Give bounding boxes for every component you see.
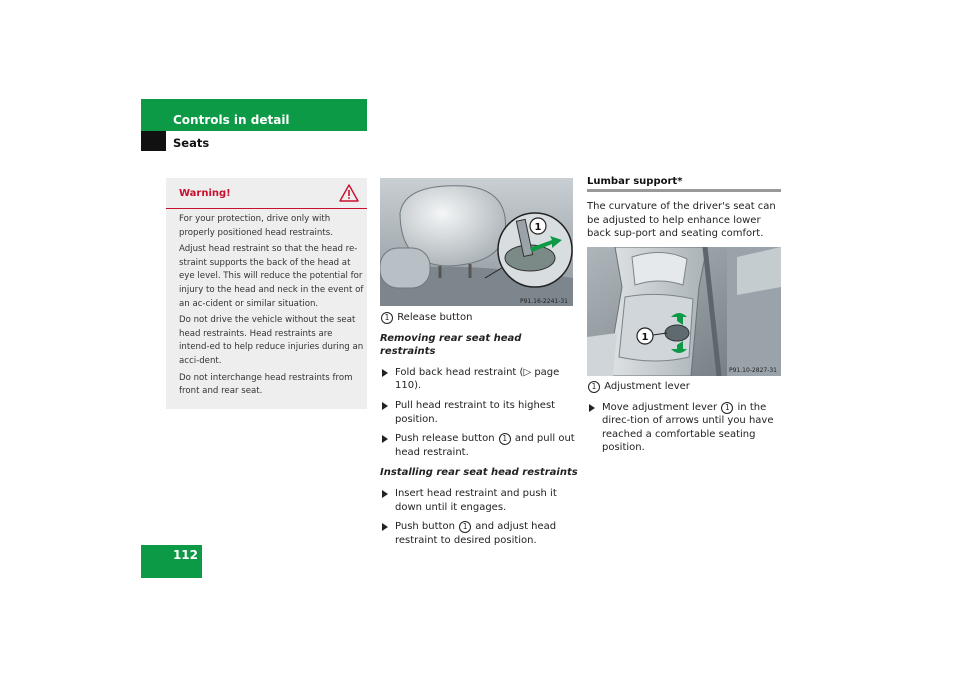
header-marker — [141, 131, 166, 151]
bullet-arrow-icon — [382, 523, 388, 531]
warning-box — [166, 178, 367, 409]
section-rule — [587, 189, 781, 192]
bullet-arrow-icon — [382, 435, 388, 443]
list-item: Push release button 1 and pull out head restraint. — [380, 432, 580, 459]
warning-title: Warning! — [179, 188, 231, 199]
right-column-lower — [587, 380, 781, 455]
legend-item: 1 Release button — [380, 311, 580, 325]
section-title: Seats — [173, 136, 210, 150]
warning-divider — [166, 208, 367, 209]
callout-number: 1 — [381, 312, 393, 324]
list-item: Insert head restraint and push it down until it engages. — [380, 487, 580, 514]
installing-heading: Installing rear seat head restraints — [380, 467, 578, 479]
callout-number: 1 — [499, 433, 511, 445]
warning-paragraph: Adjust head restraint so that the head re-straint supports the back of the head at eye level. This will reduce the potential for injury to the head and neck in the event of an ac-cident or similar situation. — [179, 244, 364, 309]
warning-body — [179, 213, 365, 402]
head-restraint-image — [380, 178, 573, 306]
removing-heading: Removing rear seat head restraints — [380, 332, 522, 358]
lumbar-heading: Lumbar support* — [587, 176, 683, 187]
lumbar-support-image — [587, 247, 781, 376]
bullet-arrow-icon — [382, 490, 388, 498]
bullet-arrow-icon — [589, 404, 595, 412]
middle-column — [380, 311, 580, 547]
legend-item: 1 Adjustment lever — [587, 380, 781, 394]
image-callout: 1 — [641, 332, 649, 343]
list-item: Move adjustment lever 1 in the direc-tion of arrows until you have reached a comfortable seating position. — [587, 401, 781, 455]
image-callout: 1 — [534, 222, 542, 233]
page-ref-icon: ▷ — [523, 366, 532, 378]
callout-number: 1 — [459, 521, 471, 533]
page-number-box — [141, 545, 202, 578]
callout-number: 1 — [588, 381, 600, 393]
warning-paragraph: Do not drive the vehicle without the seat head restraints. Head restraints are intend-ed to help reduce injuries during an acci-dent. — [179, 315, 364, 366]
list-item: Push button 1 and adjust head restraint to desired position. — [380, 520, 580, 547]
warning-triangle-icon — [339, 184, 359, 202]
list-item: Pull head restraint to its highest position. — [380, 399, 580, 426]
bullet-arrow-icon — [382, 402, 388, 410]
bullet-arrow-icon — [382, 369, 388, 377]
warning-paragraph: For your protection, drive only with properly positioned head restraints. — [179, 214, 333, 238]
warning-paragraph: Do not interchange head restraints from front and rear seat. — [179, 372, 353, 397]
image-code: P91.16-2241-31 — [519, 298, 568, 305]
page-number: 112 — [172, 548, 198, 562]
callout-number: 1 — [721, 402, 733, 414]
lumbar-intro: The curvature of the driver's seat can be adjusted to help enhance lower back sup-port and seating comfort. — [587, 201, 776, 240]
image-code: P91.10-2827-31 — [728, 367, 777, 374]
list-item: Fold back head restraint (▷ page 110). — [380, 366, 580, 393]
chapter-title: Controls in detail — [173, 113, 290, 127]
right-column — [587, 175, 781, 189]
